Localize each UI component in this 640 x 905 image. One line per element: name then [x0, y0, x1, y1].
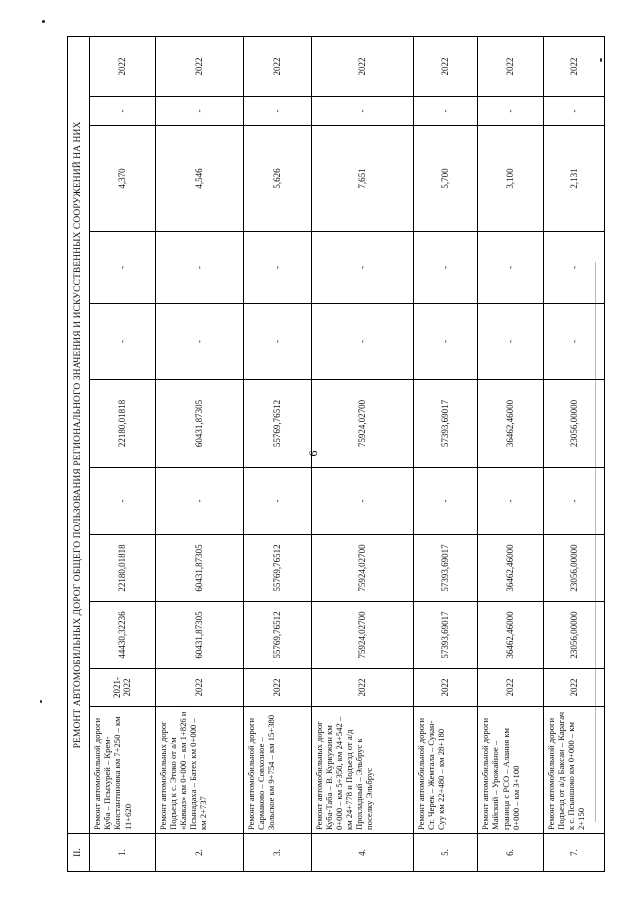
cell-c6: -	[244, 232, 312, 304]
cell-c7: 7,651	[311, 126, 413, 232]
cell-c1: 75924,02700	[311, 602, 413, 669]
cell-c6: -	[414, 232, 478, 304]
cell-period: 2022	[478, 669, 543, 707]
cell-period: 2022	[155, 669, 244, 707]
table-row	[311, 36, 413, 871]
scan-speck	[42, 20, 45, 23]
cell-c4: 55769,76512	[244, 380, 312, 468]
table-row	[244, 36, 312, 871]
cell-c8: -	[244, 97, 312, 126]
cell-c2: 55769,76512	[244, 535, 312, 602]
cell-num: 2.	[155, 834, 244, 872]
works-table	[67, 36, 605, 872]
cell-c2: 75924,02700	[311, 535, 413, 602]
cell-num: 4.	[311, 834, 413, 872]
cell-c7: 5,700	[414, 126, 478, 232]
cell-num: 7.	[543, 834, 604, 872]
cell-c6: -	[311, 232, 413, 304]
cell-c9: 2022	[90, 36, 155, 96]
cell-c7: 4,546	[155, 126, 244, 232]
cell-c3: -	[90, 468, 155, 535]
section-number: II.	[68, 834, 90, 872]
cell-name: Ремонт автомобильной дороги Ст. Черек – Жемтала – Сукан-Суу км 22+480 – км 28+180	[414, 707, 478, 834]
cell-c1: 23056,00000	[543, 602, 604, 669]
cell-c5: -	[155, 304, 244, 380]
cell-c8: -	[414, 97, 478, 126]
cell-c4: 60431,87305	[155, 380, 244, 468]
cell-period: 2022	[244, 669, 312, 707]
cell-c8: -	[311, 97, 413, 126]
cell-c3: -	[414, 468, 478, 535]
table-row	[543, 36, 604, 871]
cell-c9: 2022	[478, 36, 543, 96]
cell-c4: 23056,00000	[543, 380, 604, 468]
cell-c6: -	[543, 232, 604, 304]
cell-c1: 36462,46000	[478, 602, 543, 669]
cell-name: Ремонт автомобильной дороги Майский – Урожайное – граница с РСО – Алания км 0+000 – км 3+100	[478, 707, 543, 834]
cell-name: Ремонт автомобильных дорог Куба-Таба – В. Куркужин км 0+000 – км 5+350, км 24+542 – км 24+778 и Подъезд от а/д Прохладный – Эльбрус к поселку Эльбрус	[311, 707, 413, 834]
cell-c3: -	[543, 468, 604, 535]
cell-c2: 22180,01818	[90, 535, 155, 602]
cell-c8: -	[155, 97, 244, 126]
cell-num: 6.	[478, 834, 543, 872]
cell-c3: -	[155, 468, 244, 535]
cell-c4: 36462,46000	[478, 380, 543, 468]
cell-c5: -	[311, 304, 413, 380]
cell-c7: 3,100	[478, 126, 543, 232]
page-number: 9	[306, 450, 321, 457]
cell-c9: 2022	[414, 36, 478, 96]
cell-name: Ремонт автомобильных дорог Подъезд к с. Этоко от а/м «Кавказ» км 0+000 – км 1+826 и Псынадаха – Батех км 0+000 – км 2+737	[155, 707, 244, 834]
table-row	[90, 36, 155, 871]
cell-c1: 55769,76512	[244, 602, 312, 669]
cell-c4: 22180,01818	[90, 380, 155, 468]
cell-c5: -	[244, 304, 312, 380]
section-title: РЕМОНТ АВТОМОБИЛЬНЫХ ДОРОГ ОБЩЕГО ПОЛЬЗОВАНИЯ РЕГИОНАЛЬНОГО ЗНАЧЕНИЯ И ИСКУССТВЕННЫХ СООРУЖЕНИЙ НА НИХ	[68, 36, 90, 833]
cell-name: Ремонт автомобильной дороги Сармаково – Совхозное – Зольское км 9+754 – км 15+380	[244, 707, 312, 834]
cell-period: 2022	[311, 669, 413, 707]
cell-c6: -	[155, 232, 244, 304]
cell-c6: -	[90, 232, 155, 304]
table-row	[478, 36, 543, 871]
cell-c8: -	[90, 97, 155, 126]
cell-c3: -	[244, 468, 312, 535]
cell-c1: 60431,87305	[155, 602, 244, 669]
cell-c2: 36462,46000	[478, 535, 543, 602]
cell-c7: 5,626	[244, 126, 312, 232]
cell-num: 3.	[244, 834, 312, 872]
cell-c8: -	[478, 97, 543, 126]
cell-c5: -	[414, 304, 478, 380]
cell-period: 2022	[414, 669, 478, 707]
cell-c4: 75924,02700	[311, 380, 413, 468]
cell-name: Ремонт автомобильной дороги Подъезд от а/д Баксан – Карагач к с. Псыншоко км 0+000 – км 2+150	[543, 707, 604, 834]
cell-c5: -	[478, 304, 543, 380]
cell-c7: 4,370	[90, 126, 155, 232]
cell-period: 2021-2022	[90, 669, 155, 707]
cell-c5: -	[90, 304, 155, 380]
rotated-table-wrapper	[67, 37, 605, 872]
cell-c9: 2022	[311, 36, 413, 96]
cell-c1: 57393,69017	[414, 602, 478, 669]
table-row	[414, 36, 478, 871]
cell-c1: 44430,32236	[90, 602, 155, 669]
cell-c2: 23056,00000	[543, 535, 604, 602]
cell-c2: 60431,87305	[155, 535, 244, 602]
cell-name: Ремонт автомобильной дороги Куба – Псыхурей – Крем-Константиновка км 7+250 – км 11+620	[90, 707, 155, 834]
cell-c3: -	[311, 468, 413, 535]
cell-c9: 2022	[155, 36, 244, 96]
cell-c9: 2022	[244, 36, 312, 96]
cell-c5: -	[543, 304, 604, 380]
cell-num: 5.	[414, 834, 478, 872]
cell-c7: 2,131	[543, 126, 604, 232]
scan-speck	[40, 700, 42, 703]
cell-period: 2022	[543, 669, 604, 707]
cell-c9: 2022	[543, 36, 604, 96]
cell-c2: 57393,69017	[414, 535, 478, 602]
cell-c3: -	[478, 468, 543, 535]
section-row	[68, 36, 90, 871]
cell-c8: -	[543, 97, 604, 126]
table-row	[155, 36, 244, 871]
cell-c6: -	[478, 232, 543, 304]
cell-num: 1.	[90, 834, 155, 872]
cell-c4: 57393,69017	[414, 380, 478, 468]
